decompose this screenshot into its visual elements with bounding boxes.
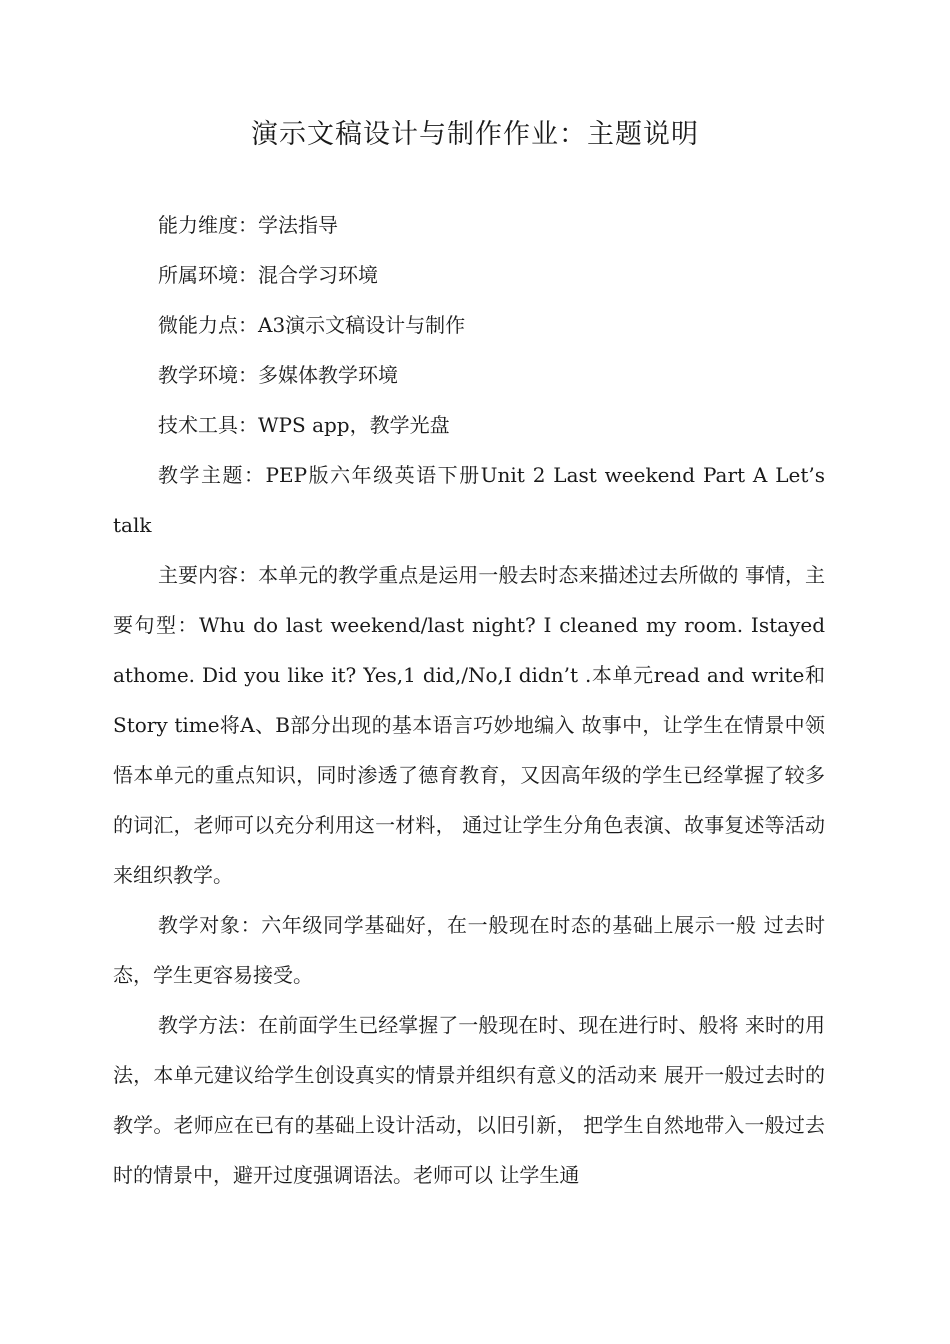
- paragraph-ability-dimension: 能力维度：学法指导: [158, 213, 338, 237]
- paragraph-teaching-environment: 教学环境：多媒体教学环境: [158, 363, 398, 387]
- document-title: 演示文稿设计与制作作业：主题说明: [251, 119, 699, 150]
- paragraph-tech-tools: 技术工具：WPS app，教学光盘: [158, 413, 450, 437]
- document-body: [113, 200, 825, 1200]
- paragraph-teaching-topic: 教学主题：PEP版六年级英语下册Unit 2 Last weekend Part A Let’s talk: [113, 463, 825, 537]
- paragraph-teaching-target: 教学对象：六年级同学基础好，在一般现在时态的基础上展示一般 过去时态，学生更容易接受。: [113, 913, 825, 987]
- paragraph-teaching-method: 教学方法：在前面学生已经掌握了一般现在时、现在进行时、般将 来时的用法，本单元建议给学生创设真实的情景并组织有意义的活动来 展开一般过去时的教学。老师应在已有的基础上设计活动，以旧引新， 把学生自然地带入一般过去时的情景中，避开过度强调语法。老师可以 让学生通: [113, 1013, 825, 1187]
- paragraph-environment: 所属环境：混合学习环境: [158, 263, 378, 287]
- paragraph-main-content: 主要内容：本单元的教学重点是运用一般去时态来描述过去所做的 事情，主要句型：Whu do last weekend/last night? I cleaned my room. Istayed athome. Did you like it? Yes,1 did,/No,I didn’t .本单元read and write和Story time将A、B部分出现的基本语言巧妙地编入 故事中，让学生在情景中领悟本单元的重点知识，同时渗透了德育教育，又因高年级的学生已经掌握了较多的词汇，老师可以充分利用这一材料， 通过让学生分角色表演、故事复述等活动来组织教学。: [113, 563, 825, 887]
- paragraph-micro-ability: 微能力点：A3演示文稿设计与制作: [158, 313, 466, 337]
